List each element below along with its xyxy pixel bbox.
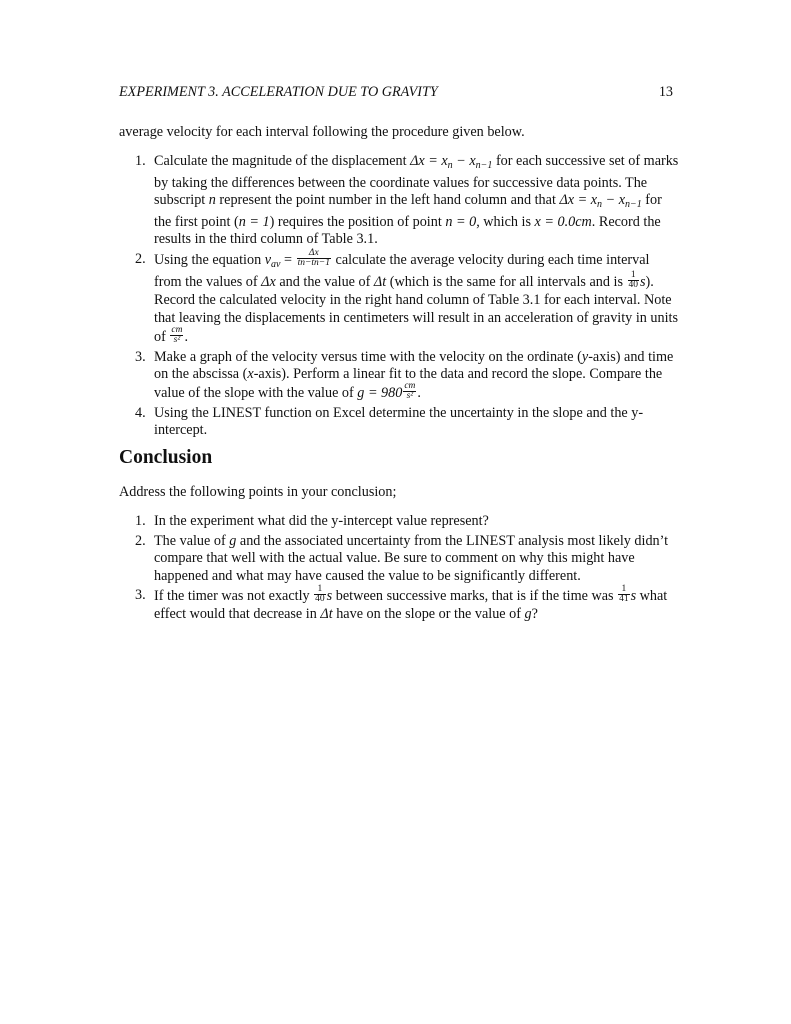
procedure-step-3: 3. Make a graph of the velocity versus time with the velocity on the ordinate (y-axis) and time on the abscissa (x-axis). Perform a linear fit to the data and record the slope. Compare the value of the slope with the value of g = 980 $\frac{cm}{\text{s²}}$ . [135,348,674,401]
procedure-step-1: 1. Calculate the magnitude of the displacement $\Delta x = x_n - x_{n-1}$ for each successive set of marks by taking the differences between the coordinate values for successive data points. The subscript n represent the point number in the left hand column and that $\Delta x = x_n - x_{n-1}$ for the first point (n = 1) requires the position of point n = 0, which is x = 0.0cm. Record the results in the third column of Table 3.1. [135,153,679,248]
unit-fraction: $\frac{cm}{\text{s²}}$ [171,324,183,345]
procedure-step-2: 2. Using the equation $v_{av}$ = $\frac{\Delta x}{tn-tn-1}$ calculate the average velocity during each time interval from the values of Δx and the value of Δt (which is the same for all intervals and is $\frac{1}{40}$ s). Record the calculated velocity in the right hand column of Table 3.1 for each interval. Note that leaving the displacements in centimeters will result in an acceleration of gravity in units of $\frac{cm}{\text{s²}}$ . [135,247,678,345]
conclusion-point-3: 3. If the timer was not exactly $\frac{1}{40}$ s between successive marks, that is if the time was $\frac{1}{41}$ s what effect would that decrease in Δt have on the slope or the value of g? [135,584,668,623]
section-heading: Conclusion [119,447,213,468]
point-number: 1. [135,513,146,529]
step-number: 2. [135,250,146,267]
point-number: 2. [135,532,146,549]
procedure-step-4: 4. Using the LINEST function on Excel determine the uncertainty in the slope and the y-intercept. [135,404,644,439]
conclusion-point-1: 1. In the experiment what did the y-intercept value represent? [135,513,489,529]
chapter-title: EXPERIMENT 3. ACCELERATION DUE TO GRAVITY [119,84,438,100]
time-fraction-alt: $\frac{1}{41}$ [619,584,629,605]
step-number: 3. [135,348,146,365]
time-fraction: $\frac{1}{40}$ [315,584,325,605]
point-number: 3. [135,587,146,604]
conclusion-point-2: 2. The value of g and the associated uncertainty from the LINEST analysis most likely didn’t compare that well with the actual value. Be sure to comment on why this might have happened and what may have caused the value to be significantly different. [135,532,669,584]
page-number: 13 [658,84,673,100]
step-number: 1. [135,153,146,169]
running-header [119,84,673,101]
step-number: 4. [135,404,146,421]
procedure-list [119,153,679,442]
intro-paragraph: average velocity for each interval following the procedure given below. [119,124,525,140]
unit-fraction: $\frac{cm}{\text{s²}}$ [404,380,416,401]
conclusion-list [119,513,679,626]
time-interval-fraction: $\frac{1}{40}$ [628,270,639,291]
velocity-fraction: $\frac{\Delta x}{tn-tn-1}$ [297,247,330,268]
conclusion-intro: Address the following points in your conclusion; [119,484,397,500]
